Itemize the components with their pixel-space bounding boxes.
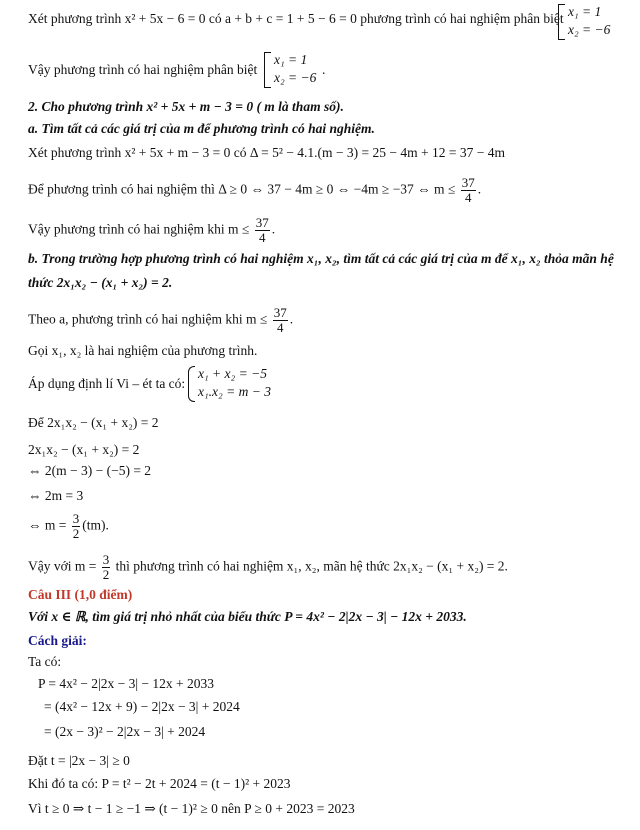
statement-text: Áp dụng định lí Vi – ét ta có: <box>28 376 186 391</box>
section-heading: Câu III (1,0 điểm) <box>28 587 133 602</box>
statement-text: thì phương trình có hai nghiệm x₁, x₂, mãn hệ thức 2x₁x₂ − (x₁ + x₂) = 2. <box>115 558 508 574</box>
vieta-system <box>188 366 288 402</box>
statement-text: Xét phương trình x² + 5x − 6 = 0 có a + b + c = 1 + 5 − 6 = 0 phương trình có hai nghiệm phân biệt <box>28 11 564 26</box>
system-row: x₁ = 1 <box>568 4 602 19</box>
text-line <box>28 216 275 245</box>
text-line: Ta có: <box>28 654 62 669</box>
fraction <box>461 176 476 205</box>
equation-step: P = 4x² − 2|2x − 3| − 12x + 2033 <box>38 676 215 691</box>
solution-system <box>264 52 324 88</box>
subquestion-b-cont: thức 2x₁x₂ − (x₁ + x₂) = 2. <box>28 275 173 290</box>
text-line <box>28 61 257 79</box>
text-line <box>28 553 508 582</box>
text-line: Vì t ≥ 0 ⇒ t − 1 ≥ −1 ⇒ (t − 1)² ≥ 0 nên P ≥ 0 + 2023 = 2023 <box>28 801 355 816</box>
fraction <box>255 216 270 245</box>
system-brace <box>188 366 195 402</box>
denominator: 4 <box>276 320 284 335</box>
system-row: x₂ = −6 <box>568 22 611 37</box>
text-line <box>28 375 185 393</box>
punctuation: . <box>289 311 294 327</box>
system-row: x₁ + x₂ = −5 <box>198 366 267 381</box>
question-text: Với x ∈ ℝ, tìm giá trị nhỏ nhất của biểu thức P = 4x² − 2|2x − 3| − 12x + 2033. <box>28 609 467 624</box>
numerator: 37 <box>255 215 269 230</box>
statement-text: Vậy phương trình có hai nghiệm khi m ≤ <box>28 221 250 237</box>
numerator: 37 <box>461 175 475 190</box>
statement-text: ⇔ m = <box>28 517 67 533</box>
equation-step: 2x₁x₂ − (x₁ + x₂) = 2 <box>28 442 140 457</box>
numerator: 37 <box>273 305 287 320</box>
equation-step <box>28 512 109 541</box>
text-line <box>28 306 293 335</box>
text-line: Gọi x₁, x₂ là hai nghiệm của phương trình. <box>28 343 258 358</box>
denominator: 4 <box>464 190 472 205</box>
question-heading: 2. Cho phương trình x² + 5x + m − 3 = 0 ( m là tham số). <box>28 99 344 114</box>
system-row: x₂ = −6 <box>274 70 317 85</box>
text-line <box>28 10 564 28</box>
text-line: Để 2x₁x₂ − (x₁ + x₂) = 2 <box>28 415 159 430</box>
fraction <box>72 512 81 541</box>
text-line <box>28 176 481 205</box>
punctuation: . <box>477 181 482 197</box>
statement-text: Vậy phương trình có hai nghiệm phân biệt <box>28 62 258 77</box>
system-bracket <box>264 52 271 88</box>
solution-system <box>558 4 618 40</box>
denominator: 4 <box>258 230 266 245</box>
system-row: x₁.x₂ = m − 3 <box>198 384 271 399</box>
fraction <box>102 553 111 582</box>
text-line: Đặt t = |2x − 3| ≥ 0 <box>28 753 130 768</box>
text-line: Xét phương trình x² + 5x + m − 3 = 0 có Δ = 5² − 4.1.(m − 3) = 25 − 4m + 12 = 37 − 4m <box>28 145 505 160</box>
equation-step: = (2x − 3)² − 2|2x − 3| + 2024 <box>44 724 206 739</box>
system-bracket <box>558 4 565 40</box>
subquestion-b: b. Trong trường hợp phương trình có hai nghiệm x₁, x₂, tìm tất cả các giá trị của m để x₁, x₂ thỏa mãn hệ <box>28 251 614 266</box>
numerator: 3 <box>102 552 110 567</box>
statement-text: Để phương trình có hai nghiệm thì Δ ≥ 0 ⇔ 37 − 4m ≥ 0 ⇔ −4m ≥ −37 ⇔ m ≤ <box>28 181 456 197</box>
denominator: 2 <box>102 567 110 582</box>
statement-text: (tm). <box>82 517 109 533</box>
equation-step: ⇔ 2(m − 3) − (−5) = 2 <box>28 463 152 478</box>
numerator: 3 <box>72 511 80 526</box>
equation-step: = (4x² − 12x + 9) − 2|2x − 3| + 2024 <box>44 699 240 714</box>
subquestion-a: a. Tìm tất cả các giá trị của m để phương trình có hai nghiệm. <box>28 121 375 136</box>
equation-step: ⇔ 2m = 3 <box>28 488 84 503</box>
denominator: 2 <box>72 526 80 541</box>
fraction <box>273 306 288 335</box>
text-line: Khi đó ta có: P = t² − 2t + 2024 = (t − 1)² + 2023 <box>28 776 291 791</box>
statement-text: Theo a, phương trình có hai nghiệm khi m ≤ <box>28 311 268 327</box>
system-row: x₁ = 1 <box>274 52 308 67</box>
solution-heading: Cách giải: <box>28 633 87 648</box>
statement-text: Vậy với m = <box>28 558 97 574</box>
punctuation: . <box>322 62 326 77</box>
punctuation: . <box>271 221 276 237</box>
